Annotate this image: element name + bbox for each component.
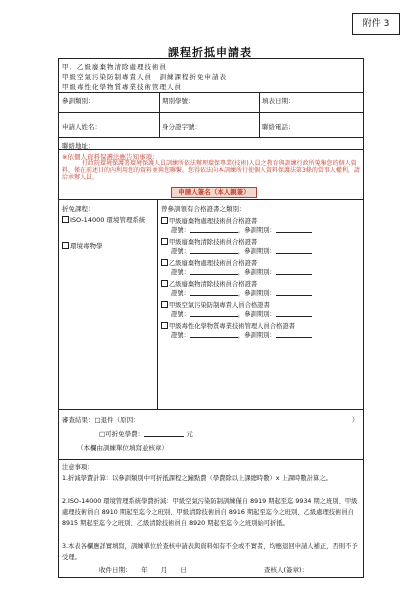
privacy-notice-body: 行政院環境保護署環境保護人員訓練所依法辦理環保專業(技術)人員之教育與訓練行政所蒐集您的個人資料，僅在前述目的內利用您的資料並與您聯繫。您得依法向本訓練所行使個人資料保護法第3條的當事人權利，請洽承辦人員。 bbox=[62, 160, 360, 181]
cert-name: 甲級廢棄物清除技術員合格證書 bbox=[169, 239, 258, 246]
cert-item[interactable]: 甲級毒性化學物質專業技術管理人員合格證書 證號： ，參訓期別： bbox=[161, 321, 351, 339]
cert-name: 甲級毒性化學物質專業技術管理人員合格證書 bbox=[169, 323, 295, 330]
divider bbox=[59, 112, 363, 113]
received-date: 收件日期： 年 月 日 bbox=[99, 566, 187, 574]
application-form bbox=[58, 58, 364, 578]
cert-item[interactable]: 甲級廢棄物處理技術員合格證書 證號： ，參訓期別： bbox=[161, 216, 351, 234]
cert-name: 甲級空氣污染防制專責人員合格證書 bbox=[169, 302, 270, 309]
checkbox[interactable] bbox=[161, 238, 168, 245]
privacy-notice-title: ※依個人資料保護法應告知事項： bbox=[62, 153, 159, 161]
field-address[interactable]: 聯絡地址： bbox=[62, 142, 95, 150]
checkbox[interactable] bbox=[161, 217, 168, 224]
header-line-1: 甲．乙級廢棄物清除處理技術員 bbox=[62, 63, 167, 71]
cert-name: 甲級廢棄物處理技術員合格證書 bbox=[169, 218, 258, 225]
field-phone[interactable]: 聯絡電話： bbox=[262, 123, 295, 131]
applicant-signature-box[interactable]: 申請人簽名（本人親簽） bbox=[171, 187, 257, 198]
checkbox[interactable] bbox=[62, 242, 69, 249]
divider bbox=[59, 199, 363, 200]
course-option-toxicology[interactable]: 環境毒物學 bbox=[62, 241, 103, 250]
checker-signature: 查核人(簽章)： bbox=[264, 566, 309, 574]
divider bbox=[59, 459, 363, 460]
divider bbox=[157, 199, 158, 409]
cert-name: 乙級廢棄物處理技術員合格證書 bbox=[169, 260, 258, 267]
checkbox[interactable] bbox=[161, 322, 168, 329]
review-fee[interactable]: □可折免學費： 元 bbox=[99, 430, 193, 438]
field-id[interactable]: 身分證字號： bbox=[162, 123, 201, 131]
course-option-iso[interactable]: ISO-14000 環境管理系統 bbox=[62, 216, 154, 224]
checkbox[interactable] bbox=[161, 259, 168, 266]
cert-item[interactable]: 乙級廢棄物清除技術員合格證書 證號： ，參訓期別： bbox=[161, 279, 351, 297]
note-1: 1.折減學費計算：以參訓類別中可折抵課程之鐘點費（學費除以上課總時數）x 上課時數計算之。 bbox=[62, 475, 332, 482]
field-term[interactable]: 期別學號： bbox=[162, 97, 195, 105]
certs-label: 曾參訓領有合格證書之類別： bbox=[161, 205, 246, 213]
cert-item[interactable]: 甲級廢棄物清除技術員合格證書 證號： ，參訓期別： bbox=[161, 237, 351, 255]
cert-item[interactable]: 乙級廢棄物處理技術員合格證書 證號： ，參訓期別： bbox=[161, 258, 351, 276]
divider bbox=[59, 137, 363, 138]
field-date[interactable]: 填表日期： bbox=[262, 97, 295, 105]
divider bbox=[159, 112, 160, 137]
checkbox[interactable] bbox=[161, 280, 168, 287]
review-close-paren: ） bbox=[352, 416, 359, 424]
header-line-2: 甲級空氣污染防制專責人員 訓練課程折免申請表 bbox=[62, 73, 227, 81]
checkbox[interactable] bbox=[62, 216, 69, 223]
courses-label: 折免課程： bbox=[62, 205, 95, 213]
divider bbox=[59, 92, 363, 93]
field-period[interactable]: 參訓類別： bbox=[62, 97, 95, 105]
checkbox[interactable] bbox=[161, 301, 168, 308]
cert-item[interactable]: 甲級空氣污染防制專責人員合格證書 證號： ，參訓期別： bbox=[161, 300, 351, 318]
field-name[interactable]: 申請人姓名： bbox=[62, 123, 101, 131]
note-2: 2.ISO-14000 環境管理系統學費折減：甲級空氣污染防制訓練僅自 8919 期起至迄 9934 期之班別、甲級處理技術員自 8910 期起至迄今之班別、甲級清除技術員自 8916 期起至迄今之班別、乙級處理技術員自 8915 期起至迄今之班別、乙級清除技術員自 8920 期起至迄今之班別始可折抵。 bbox=[62, 498, 358, 527]
divider bbox=[259, 92, 260, 137]
divider bbox=[59, 149, 363, 150]
divider bbox=[159, 92, 160, 112]
review-result[interactable]: 審查結果：□退件（原因： bbox=[62, 416, 140, 424]
note-3: 3.本表各欄應詳實填寫，訓練單位於查核申請表與資料如有不全或不實者，均應退回申請人補正，否則不予受理。 bbox=[62, 543, 358, 561]
divider bbox=[59, 409, 363, 410]
review-note: （本欄由訓練單位填寫並核章） bbox=[77, 444, 168, 452]
cert-name: 乙級廢棄物清除技術員合格證書 bbox=[169, 281, 258, 288]
annex-label: 附件 3 bbox=[352, 13, 400, 35]
header-line-3: 甲級毒性化學物質專業技術管理人員 bbox=[62, 83, 182, 91]
page-title: 課程折抵申請表 bbox=[168, 46, 252, 59]
notes-title: 注意事項： bbox=[62, 464, 94, 471]
